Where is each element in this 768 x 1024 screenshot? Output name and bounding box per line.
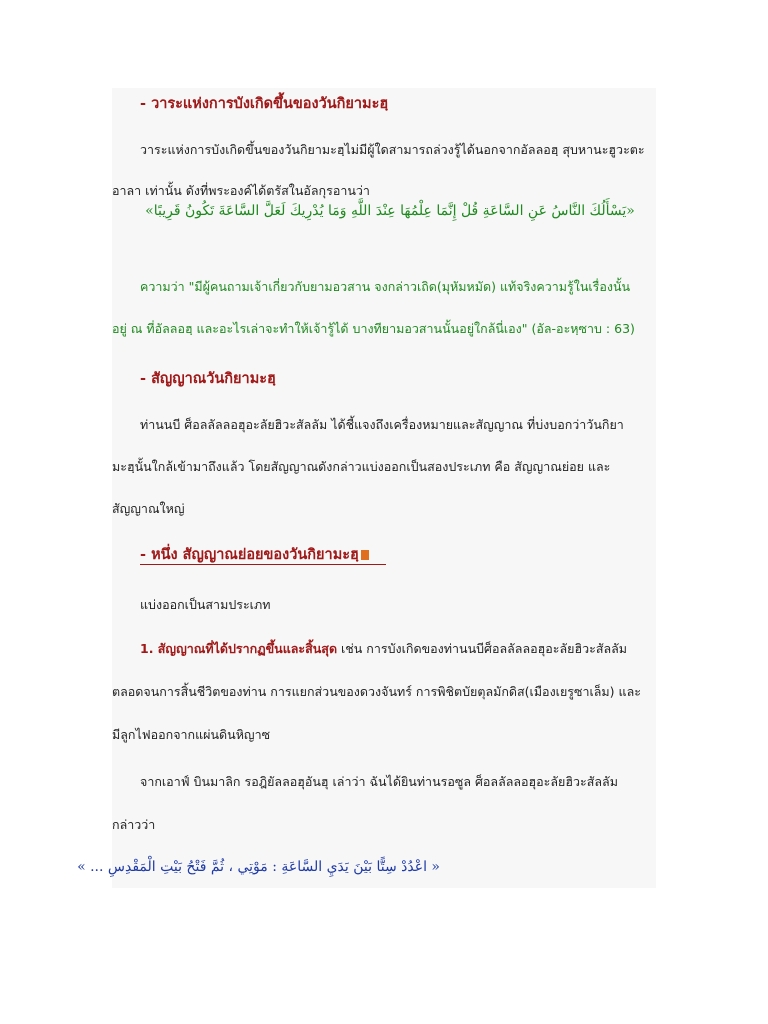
hadith-arabic: « اعْدُدْ سِتًّا بَيْنَ يَدَيِ السَّاعَةِ : مَوْتِي ، ثُمَّ فَتْحُ بَيْتِ الْمَقْدِسِ ... » xyxy=(77,859,440,875)
numbered-item-text: เช่น การบังเกิดของท่านนบีศ็อลลัลลอฮุอะลัยฮิวะสัลลัม xyxy=(337,641,628,656)
paragraph-line: มะฮฺนั้นใกล้เข้ามาถึงแล้ว โดยสัญญาณดังกล่าวแบ่งออกเป็นสองประเภท คือ สัญญาณย่อย และ xyxy=(112,459,611,474)
paragraph-line: ตลอดจนการสิ้นชีวิตของท่าน การแยกส่วนของดวงจันทร์ การพิชิตบัยตุลมักดิส(เมืองเยรูซาเล็ม) และ xyxy=(112,684,641,699)
numbered-item xyxy=(140,640,627,658)
verse-translation-line: ความว่า "มีผู้คนถามเจ้าเกี่ยวกับยามอวสาน จงกล่าวเถิด(มุหัมหมัด) แท้จริงความรู้ในเรื่องนั้น xyxy=(140,279,631,294)
section-heading-timing: - วาระแห่งการบังเกิดขึ้นของวันกิยามะฮฺ xyxy=(140,96,389,112)
paragraph-line: สัญญาณใหญ่ xyxy=(112,501,185,516)
numbered-item-label: 1. สัญญาณที่ได้ปรากฏขึ้นและสิ้นสุด xyxy=(140,641,338,656)
heading-underline xyxy=(140,564,386,565)
bookmark-marker-icon xyxy=(361,550,369,560)
verse-translation-line: อยู่ ณ ที่อัลลอฮฺ และอะไรเล่าจะทำให้เจ้ารู้ได้ บางทียามอวสานนั้นอยู่ใกล้นี่เอง" (อัล-อะหฺซาบ : 63) xyxy=(112,321,635,336)
paragraph-line: กล่าวว่า xyxy=(112,817,156,832)
paragraph-line: จากเอาฟ์ บินมาลิก รอฎิยัลลอฮุอันฮุ เล่าว่า ฉันได้ยินท่านรอซูล ศ็อลลัลลอฮุอะลัยฮิวะสัลลัม xyxy=(140,774,618,789)
paragraph-line: มีลูกไฟออกจากแผ่นดินหิญาซ xyxy=(112,727,271,742)
section-heading-signs: - สัญญาณวันกิยามะฮฺ xyxy=(140,371,276,387)
paragraph-line: แบ่งออกเป็นสามประเภท xyxy=(140,597,271,612)
paragraph-line: ท่านนบี ศ็อลลัลลอฮุอะลัยฮิวะสัลลัม ได้ชี้แจงถึงเครื่องหมายและสัญญาณ ที่บ่งบอกว่าวันกิยา xyxy=(140,417,624,432)
paragraph-line: วาระแห่งการบังเกิดขึ้นของวันกิยามะฮฺไม่มีผู้ใดสามารถล่วงรู้ได้นอกจากอัลลอฮฺ สุบหานะฮูวะตะ xyxy=(140,142,645,157)
quran-verse-arabic: «يَسْأَلُكَ النَّاسُ عَنِ السَّاعَةِ قُلْ إِنَّمَا عِلْمُهَا عِنْدَ اللَّهِ وَمَا يُدْرِيكَ لَعَلَّ السَّاعَةَ تَكُونُ قَرِيبًا» xyxy=(145,203,635,219)
section-heading-minor-signs xyxy=(140,546,369,564)
paragraph-line: อาลา เท่านั้น ดังที่พระองค์ได้ตรัสในอัลกุรอานว่า xyxy=(112,183,370,198)
section-heading-text: - หนึ่ง สัญญาณย่อยของวันกิยามะฮฺ xyxy=(140,547,359,563)
